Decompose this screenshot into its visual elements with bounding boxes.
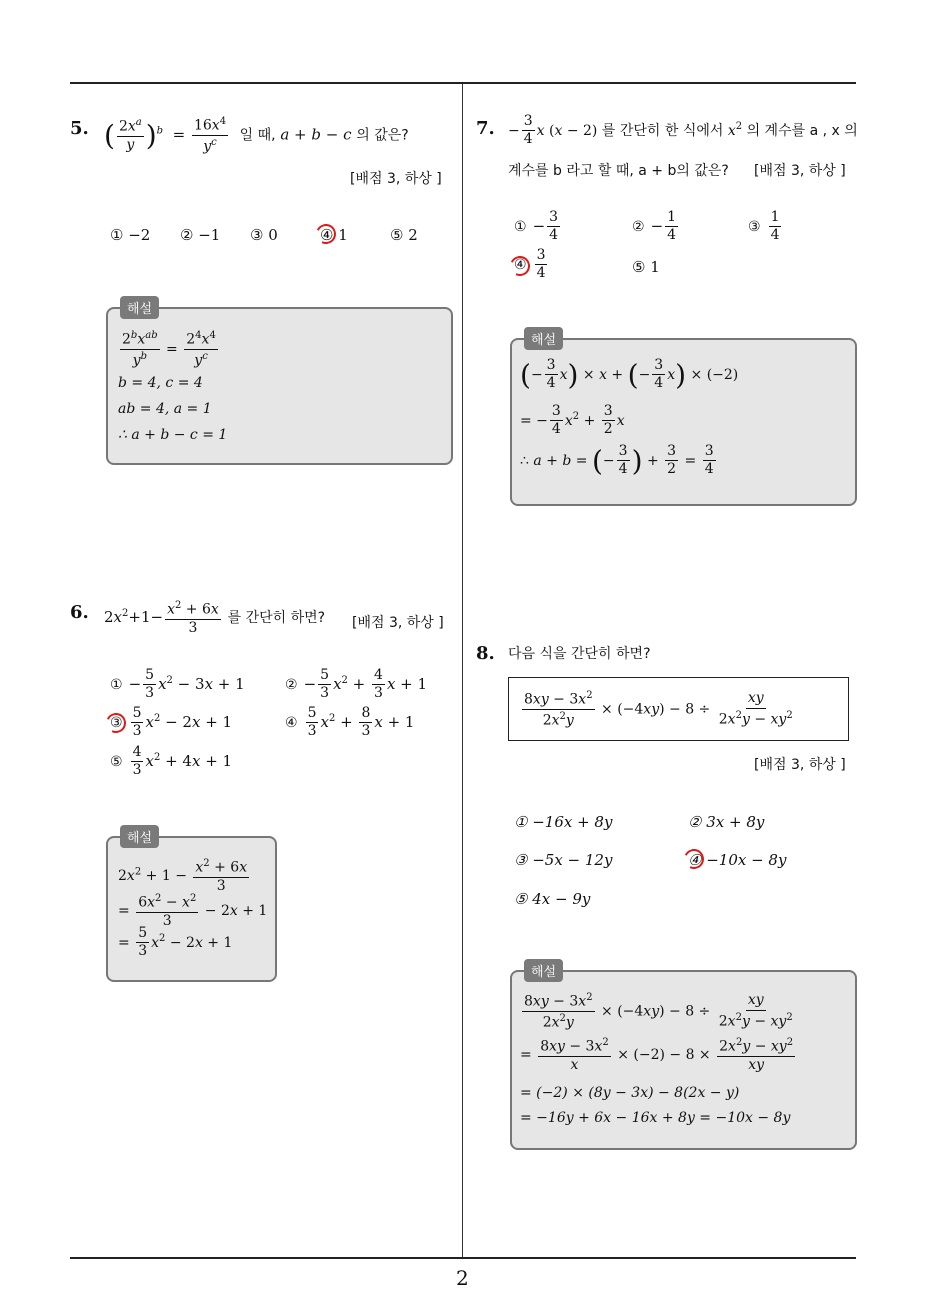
q6-solution-line-1: $2x^2 + 1$ − $\frac{x^2 + 6x}{3}$	[118, 858, 248, 895]
q8-choice-5[interactable]: ⑤ 4x − 9y	[514, 890, 591, 908]
q5-solution-line-3: ab = 4, a = 1	[118, 401, 212, 417]
q5-choice-1[interactable]: ① −2	[110, 226, 151, 244]
q7-stem-line-2: 계수를 b 라고 할 때, a + b의 값은?	[508, 163, 729, 179]
q6-score: [배점 3, 하상 ]	[352, 615, 444, 631]
top-rule	[70, 82, 856, 84]
q6-stem: $2x^2+1-$ $\frac{x^2 + 6x}{3}$ 를 간단히 하면?	[104, 600, 326, 637]
q5-number: 5.	[70, 118, 89, 139]
q5-choice-4[interactable]: ④ 1	[320, 226, 348, 244]
q7-choice-2[interactable]: ② − $\frac{1}{4}$	[632, 209, 677, 244]
q8-choice-4[interactable]: ④ −10x − 8y	[688, 851, 787, 869]
q7-choice-3[interactable]: ③ $\frac{1}{4}$	[748, 209, 780, 244]
q5-choice-3[interactable]: ③ 0	[250, 226, 278, 244]
q8-number: 8.	[476, 643, 495, 664]
q7-solution-line-3: ∴ a + b = (− $\frac{3}{4}$ ) + $\frac{3}{2}$ = $\frac{3}{4}$	[520, 443, 714, 478]
q6-choice-3[interactable]: ③ $\frac{5}{3}$ $x^2 - 2x + 1$	[110, 705, 233, 740]
q6-solution-line-2: = $\frac{6x^2 - x^2}{3}$ − 2x + 1	[118, 893, 268, 930]
q6-choice-1[interactable]: ① − $\frac{5}{3}$ $x^2 - 3x + 1$	[110, 667, 245, 702]
q7-choice-5[interactable]: ⑤ 1	[632, 258, 660, 276]
q8-score: [배점 3, 하상 ]	[754, 757, 846, 773]
q8-choice-3[interactable]: ③ −5x − 12y	[514, 851, 613, 869]
column-divider	[462, 84, 463, 1258]
q6-solution-tag: 해설	[120, 825, 159, 848]
bottom-rule	[70, 1257, 856, 1259]
q8-solution-line-2: = $\frac{8xy - 3x^2}{x}$ × (−2) − 8 × $\frac{2x^2y - xy^2}{xy}$	[520, 1037, 794, 1074]
q7-stem-line-1: − $\frac{3}{4}$ x (x − 2) 를 간단히 한 식에서 $x^2$ 의 계수를 a , x 의	[508, 113, 858, 148]
q7-solution-tag: 해설	[524, 327, 563, 350]
q6-solution-line-3: = $\frac{5}{3}$ $x^2 - 2x + 1$	[118, 925, 233, 960]
q7-choice-4[interactable]: ④ $\frac{3}{4}$	[514, 247, 546, 282]
q8-solution-line-1: $\frac{8xy - 3x^2}{2x^2y}$ × (−4xy) − 8 ÷ $\frac{xy}{2x^2y - xy^2}$	[524, 992, 793, 1031]
q8-expression: $\frac{8xy - 3x^2}{2x^2y}$ × (−4xy) − 8 ÷ $\frac{xy}{2x^2y - xy^2}$	[524, 690, 793, 729]
q7-score: [배점 3, 하상 ]	[754, 163, 846, 179]
q8-choice-2[interactable]: ② 3x + 8y	[688, 813, 765, 831]
q8-solution-line-4: = −16y + 6x − 16x + 8y = −10x − 8y	[520, 1110, 791, 1126]
q8-solution-line-3: = (−2) × (8y − 3x) − 8(2x − y)	[520, 1085, 740, 1101]
q5-solution-line-2: b = 4, c = 4	[118, 375, 203, 391]
q6-choice-5[interactable]: ⑤ $\frac{4}{3}$ $x^2 + 4x + 1$	[110, 744, 233, 779]
q6-number: 6.	[70, 602, 89, 623]
q5-score: [배점 3, 하상 ]	[350, 171, 442, 187]
q7-solution-line-1: (− $\frac{3}{4}$ x) × x + (− $\frac{3}{4}$ x) × (−2)	[520, 357, 739, 392]
q6-choice-2[interactable]: ② − $\frac{5}{3}$ $x^2$ + $\frac{4}{3}$ x + 1	[285, 667, 428, 702]
q8-solution-tag: 해설	[524, 959, 563, 982]
q5-solution-tag: 해설	[120, 296, 159, 319]
q5-solution-line-4: ∴ a + b − c = 1	[118, 427, 228, 443]
q8-choice-1[interactable]: ① −16x + 8y	[514, 813, 613, 831]
q5-choice-2[interactable]: ② −1	[180, 226, 221, 244]
q7-choice-1[interactable]: ① − $\frac{3}{4}$	[514, 209, 559, 244]
q7-solution-line-2: = − $\frac{3}{4}$ $x^2$ + $\frac{3}{2}$ x	[520, 403, 625, 438]
q7-number: 7.	[476, 118, 495, 139]
q5-choice-5[interactable]: ⑤ 2	[390, 226, 418, 244]
q5-stem: ( $\frac{2x^a}{y}$ )$^b$ = $\frac{16x^4}{y^c}$ 일 때, a + b − c 의 값은?	[104, 116, 409, 155]
q5-solution-line-1: $\frac{2^bx^{ab}}{y^b}$ = $\frac{2^4x^4}{y^c}$	[122, 330, 216, 369]
page-number: 2	[456, 1266, 469, 1290]
q8-stem: 다음 식을 간단히 하면?	[508, 646, 651, 662]
q6-choice-4[interactable]: ④ $\frac{5}{3}$ $x^2$ + $\frac{8}{3}$ x + 1	[285, 705, 415, 740]
